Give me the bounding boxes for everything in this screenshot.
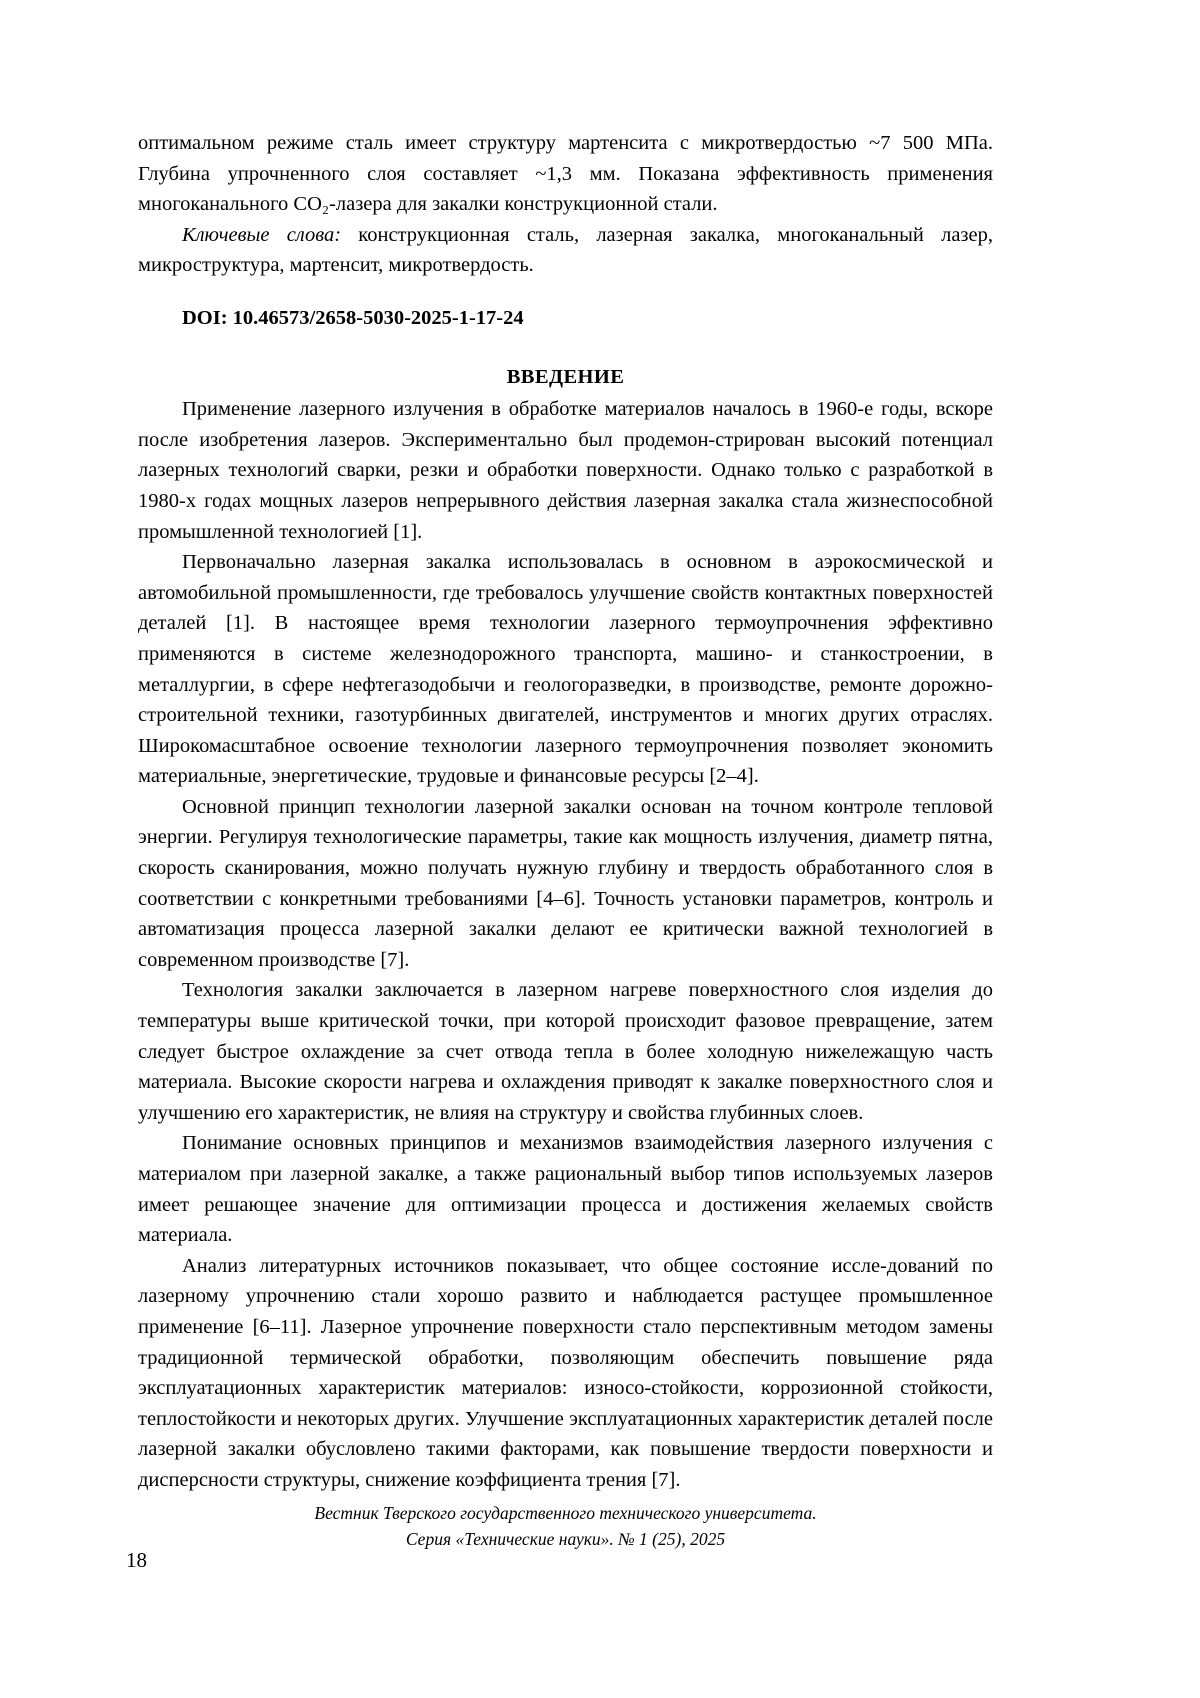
paragraph-4: Технология закалки заключается в лазерном нагреве поверхностного слоя изделия до температуры выше критической точки, при которой происходит фазовое превращение, затем следует быстрое охлаждение за счет отвода тепла в более холодную нижележащую часть материала. Высокие скорости нагрева и охлаждения приводят к закалке поверхностного слоя и улучшению его характеристик, не влияя на структуру и свойства глубинных слоев. bbox=[138, 979, 993, 1124]
page-footer bbox=[138, 1500, 993, 1552]
paragraph-3: Основной принцип технологии лазерной закалки основан на точном контроле тепловой энергии. Регулируя технологические параметры, такие как мощность излучения, диаметр пятна, скорость сканирования, можно получать нужную глубину и твердость обработанного слоя в соответствии с конкретными требованиями [4–6]. Точность установки параметров, контроль и автоматизация процесса лазерной закалки делают ее критически важной технологией в современном производстве [7]. bbox=[138, 795, 993, 971]
footer-series-issue: Серия «Технические науки». № 1 (25), 2025 bbox=[405, 1529, 726, 1549]
paragraph-5: Понимание основных принципов и механизмов взаимодействия лазерного излучения с материалом при лазерной закалке, а также рациональный выбор типов используемых лазеров имеет решающее значение для оптимизации процесса и достижения желаемых свойств материала. bbox=[138, 1132, 993, 1247]
paragraph-6: Анализ литературных источников показывает, что общее состояние иссле-дований по лазерному упрочнению стали хорошо развито и наблюдается растущее промышленное применение [6–11]. Лазерное упрочнение поверхности стало перспективным методом замены традиционной термической обработки, позволяющим обеспечить повышение ряда эксплуатационных характеристик материалов: износо-стойкости, коррозионной стойкости, теплостойкости и некоторых других. Улучшение эксплуатационных характеристик деталей после лазерной закалки обусловлено такими факторами, как повышение твердости поверхности и дисперсности структуры, снижение коэффициента трения [7]. bbox=[138, 1254, 993, 1491]
footer-journal-name: Вестник Тверского государственного технического университета. bbox=[314, 1503, 817, 1523]
keywords-label: Ключевые слова: bbox=[182, 223, 342, 246]
doi-line: DOI: 10.46573/2658-5030-2025-1-17-24 bbox=[182, 306, 524, 329]
paragraph-2: Первоначально лазерная закалка использовалась в основном в аэрокосмической и автомобильной промышленности, где требовалось улучшение свойств контактных поверхностей деталей [1]. В настоящее время технологии лазерного термоупрочнения эффективно применяются в системе железнодорожного транспорта, машино- и станкостроении, в металлургии, в сфере нефтегазодобычи и геологоразведки, в производстве, ремонте дорожно-строительной техники, газотурбинных двигателей, инструментов и многих других отраслях. Широкомасштабное освоение технологии лазерного термоупрочнения позволяет экономить материальные, энергетические, трудовые и финансовые ресурсы [2–4]. bbox=[138, 551, 993, 788]
section-heading-introduction: ВВЕДЕНИЕ bbox=[506, 365, 625, 388]
keywords-paragraph bbox=[138, 220, 993, 281]
page-number: 18 bbox=[126, 1548, 147, 1572]
abstract-tail: оптимальном режиме сталь имеет структуру мартенсита с микротвердостью ~7 500 МПа. Глубина упрочненного слоя составляет ~1,3 мм. Показана эффективность применения многоканального СО₂-лазера для закалки конструкционной стали. bbox=[138, 132, 993, 216]
keywords-text: конструкционная сталь, лазерная закалка, многоканальный лазер, микроструктура, мартенсит, микротвердость. bbox=[138, 223, 993, 277]
paragraph-1: Применение лазерного излучения в обработке материалов началось в 1960-е годы, вскоре после изобретения лазеров. Экспериментально был продемон-стрирован высокий потенциал лазерных технологий сварки, резки и обработки поверхности. Однако только с разработкой в 1980-х годах мощных лазеров непрерывного действия лазерная закалка стала жизнеспособной промышленной технологией [1]. bbox=[138, 398, 993, 543]
page-content bbox=[138, 128, 993, 1496]
